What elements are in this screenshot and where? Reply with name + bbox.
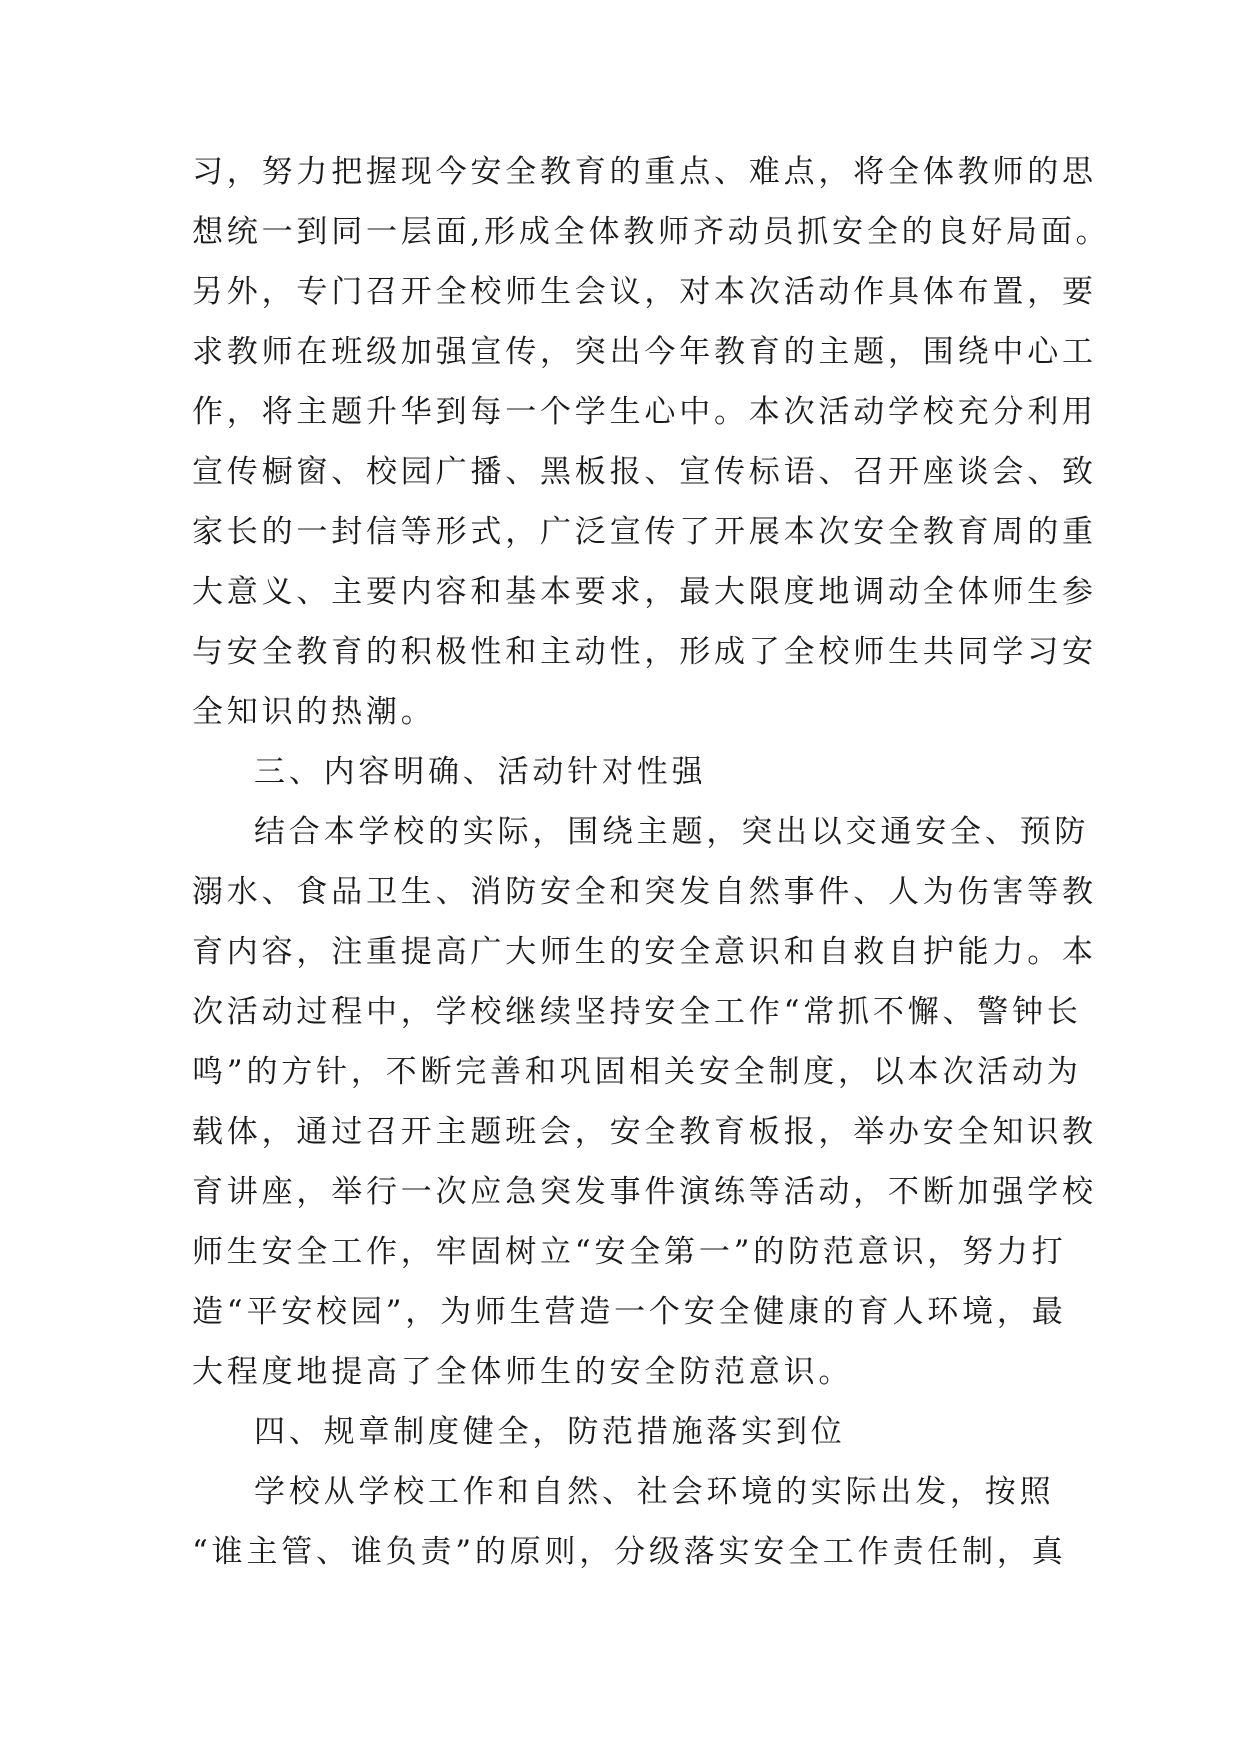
text-line: 作，将主题升华到每一个学生心中。本次活动学校充分利用 (192, 394, 1097, 430)
text-line: 载体，通过召开主题班会，安全教育板报，举办安全知识教 (192, 1114, 1097, 1150)
paragraph-start-line: 结合本学校的实际，围绕主题，突出以交通安全、预防 (254, 814, 1090, 850)
text-line: 大意义、主要内容和基本要求，最大限度地调动全体师生参 (192, 574, 1097, 610)
section-heading: 三、内容明确、活动针对性强 (254, 754, 707, 790)
text-line: 育讲座，举行一次应急突发事件演练等活动，不断加强学校 (192, 1174, 1097, 1210)
paragraph-start-line: 学校从学校工作和自然、社会环境的实际出发，按照 (254, 1474, 1055, 1510)
text-line: 溺水、食品卫生、消防安全和突发自然事件、人为伤害等教 (192, 874, 1097, 910)
text-line: 想统一到同一层面,形成全体教师齐动员抓安全的良好局面。 (192, 214, 1111, 250)
section-heading: 四、规章制度健全，防范措施落实到位 (254, 1414, 846, 1450)
text-line: 大程度地提高了全体师生的安全防范意识。 (192, 1354, 854, 1390)
text-line: 求教师在班级加强宣传，突出今年教育的主题，围绕中心工 (192, 334, 1097, 370)
text-line: 鸣”的方针，不断完善和巩固相关安全制度，以本次活动为 (192, 1054, 1082, 1090)
text-line: 另外，专门召开全校师生会议，对本次活动作具体布置，要 (192, 274, 1097, 310)
text-line: 次活动过程中，学校继续坚持安全工作“常抓不懈、警钟长 (192, 994, 1082, 1030)
text-line: 育内容，注重提高广大师生的安全意识和自救自护能力。本 (192, 934, 1097, 970)
text-line: 全知识的热潮。 (192, 694, 436, 730)
text-line: 与安全教育的积极性和主动性，形成了全校师生共同学习安 (192, 634, 1097, 670)
text-line: 造“平安校园”，为师生营造一个安全健康的育人环境，最 (192, 1294, 1067, 1330)
text-line: 家长的一封信等形式，广泛宣传了开展本次安全教育周的重 (192, 514, 1097, 550)
text-line: “谁主管、谁负责”的原则，分级落实安全工作责任制，真 (192, 1534, 1067, 1570)
text-line: 师生安全工作，牢固树立“安全第一”的防范意识，努力打 (192, 1234, 1067, 1270)
text-line: 习，努力把握现今安全教育的重点、难点，将全体教师的思 (192, 154, 1097, 190)
text-line: 宣传橱窗、校园广播、黑板报、宣传标语、召开座谈会、致 (192, 454, 1097, 490)
